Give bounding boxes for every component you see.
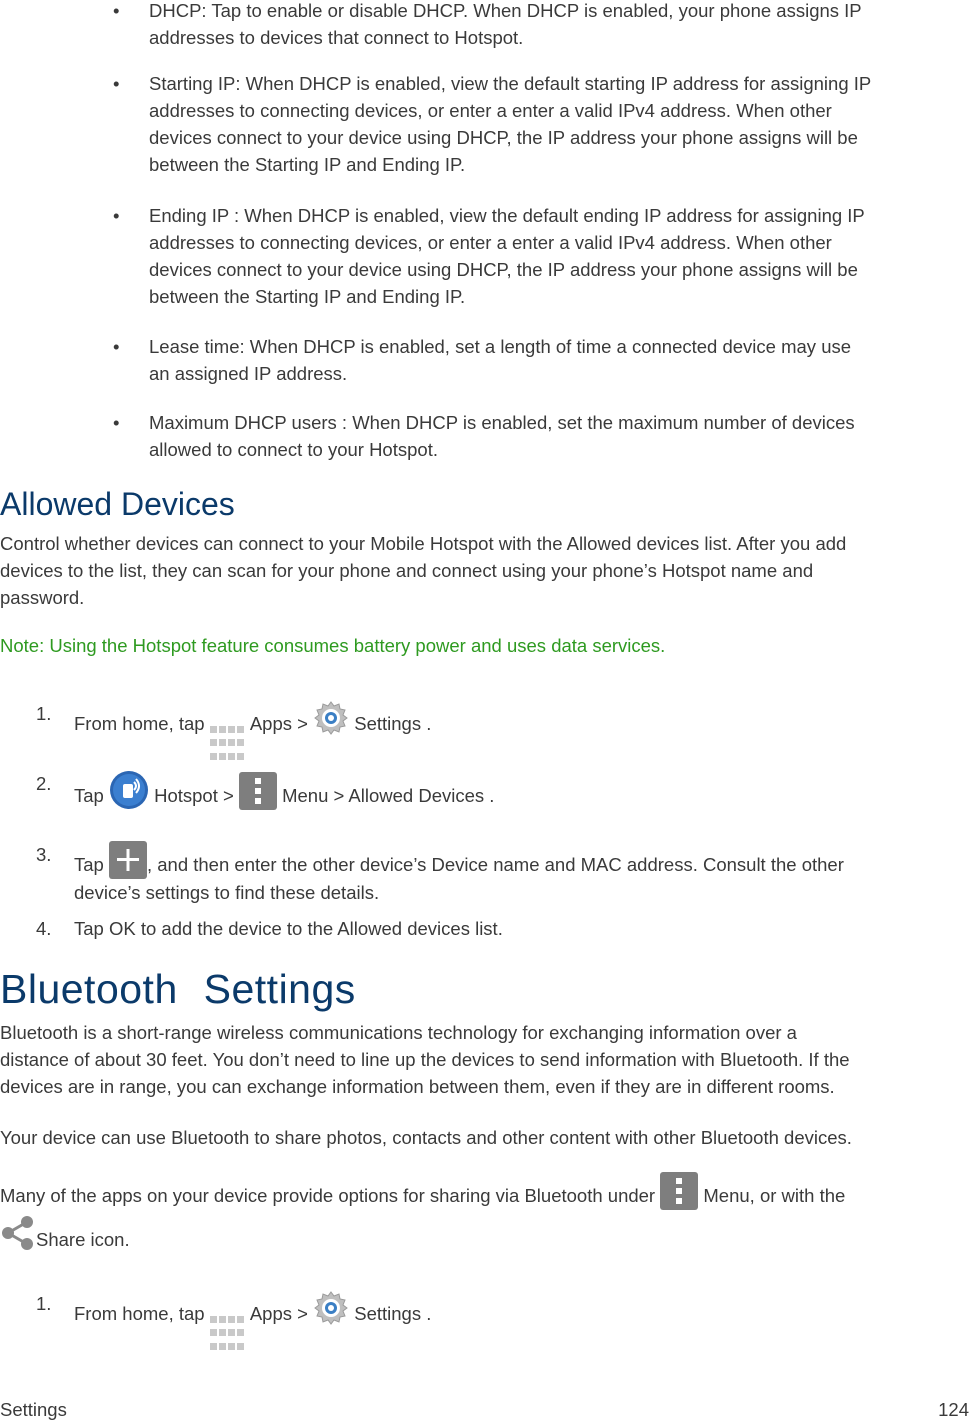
bullet-line: allowed to connect to your Hotspot. (149, 439, 438, 460)
paragraph-line: Control whether devices can connect to your Mobile Hotspot with the Allowed devices list. After you add (0, 533, 847, 554)
step-text: Tap (74, 785, 109, 806)
step-text: Settings . (349, 1303, 432, 1324)
step-text: From home, tap (74, 1303, 210, 1324)
step-text: Settings . (349, 713, 432, 734)
paragraph-line: devices to the list, they can scan for your phone and connect using your phone’s Hotspot name and (0, 560, 814, 581)
allowed-step-1 (0, 700, 965, 764)
bluetooth-share-paragraph: Your device can use Bluetooth to share photos, contacts and other content with other Bluetooth devices. (0, 1127, 852, 1148)
share-icon (0, 1216, 36, 1257)
bullet-line: Starting IP: When DHCP is enabled, view the default starting IP address for assigning IP (149, 73, 872, 94)
paragraph-text: Many of the apps on your device provide options for sharing via Bluetooth under (0, 1185, 661, 1206)
allowed-step-3 (0, 841, 965, 906)
footer-section-name: Settings (0, 1399, 67, 1420)
step-number: 1. (36, 703, 52, 724)
bullet-mark: • (113, 205, 120, 226)
hotspot-note: Note: Using the Hotspot feature consumes battery power and uses data services. (0, 635, 666, 656)
bullet-mark: • (113, 412, 120, 433)
bullet-mark: • (113, 336, 120, 357)
bullet-line: Lease time: When DHCP is enabled, set a length of time a connected device may use (149, 336, 852, 357)
allowed-devices-heading: Allowed Devices (0, 486, 235, 522)
bullet-lease-time (0, 333, 970, 387)
bullet-line: addresses to connecting devices, or enter a enter a valid IPv4 address. When other (149, 100, 832, 121)
paragraph-line: password. (0, 587, 85, 608)
step-number: 4. (36, 918, 52, 939)
bullet-mark: • (113, 0, 120, 21)
bullet-line: Ending IP : When DHCP is enabled, view the default ending IP address for assigning IP (149, 205, 865, 226)
step-text: Tap OK to add the device to the Allowed devices list. (74, 918, 503, 939)
paragraph-line: Bluetooth is a short-range wireless communications technology for exchanging information over a (0, 1022, 797, 1043)
bluetooth-settings-heading: Bluetooth Settings (0, 966, 356, 1012)
bullet-line: devices connect to your device using DHCP, the IP address your phone assigns will be (149, 127, 858, 148)
bullet-max-dhcp-users (0, 409, 970, 463)
apps-grid-icon (210, 1316, 246, 1354)
bullet-line: an assigned IP address. (149, 363, 348, 384)
bullet-dhcp (0, 0, 970, 51)
bullet-line: Maximum DHCP users : When DHCP is enabled, set the maximum number of devices (149, 412, 855, 433)
bullet-starting-ip (0, 70, 970, 178)
settings-gear-icon (313, 1290, 349, 1333)
step-text: device’s settings to find these details. (74, 882, 380, 903)
menu-dots-icon (239, 772, 277, 810)
step-text: Apps > (245, 1303, 314, 1324)
paragraph-text: Menu, or with the (698, 1185, 846, 1206)
bullet-ending-ip (0, 202, 970, 310)
add-plus-icon (109, 841, 147, 879)
step-text: From home, tap (74, 713, 210, 734)
step-text: Tap (74, 854, 109, 875)
bullet-line: DHCP: Tap to enable or disable DHCP. When DHCP is enabled, your phone assigns IP (149, 0, 862, 21)
step-text: , and then enter the other device’s Device name and MAC address. Consult the other (146, 854, 844, 875)
step-number: 3. (36, 844, 52, 865)
step-text: Apps > (245, 713, 314, 734)
settings-gear-icon (313, 700, 349, 743)
allowed-devices-intro (0, 530, 968, 611)
bullet-line: between the Starting IP and Ending IP. (149, 154, 466, 175)
bullet-mark: • (113, 73, 120, 94)
bullet-line: addresses to connecting devices, or enter a enter a valid IPv4 address. When other (149, 232, 832, 253)
bluetooth-intro (0, 1019, 968, 1100)
bullet-line: addresses to devices that connect to Hotspot. (149, 27, 524, 48)
step-number: 1. (36, 1293, 52, 1314)
allowed-step-2 (0, 770, 965, 817)
bullet-line: devices connect to your device using DHCP, the IP address your phone assigns will be (149, 259, 858, 280)
hotspot-icon (109, 770, 149, 817)
step-number: 2. (36, 773, 52, 794)
bluetooth-step-1 (0, 1290, 965, 1354)
allowed-step-4 (0, 915, 965, 942)
paragraph-line: distance of about 30 feet. You don’t need to line up the devices to send information with Bluetooth. If the (0, 1049, 850, 1070)
bluetooth-apps-paragraph (0, 1172, 968, 1257)
step-text: Hotspot > (148, 785, 239, 806)
menu-dots-icon (660, 1172, 698, 1210)
step-text: Menu > Allowed Devices . (276, 785, 495, 806)
paragraph-line: devices are in range, you can exchange information between them, even if they are in different rooms. (0, 1076, 835, 1097)
bullet-line: between the Starting IP and Ending IP. (149, 286, 466, 307)
apps-grid-icon (210, 726, 246, 764)
paragraph-text: Share icon. (36, 1229, 130, 1250)
footer-page-number: 124 (938, 1399, 969, 1420)
